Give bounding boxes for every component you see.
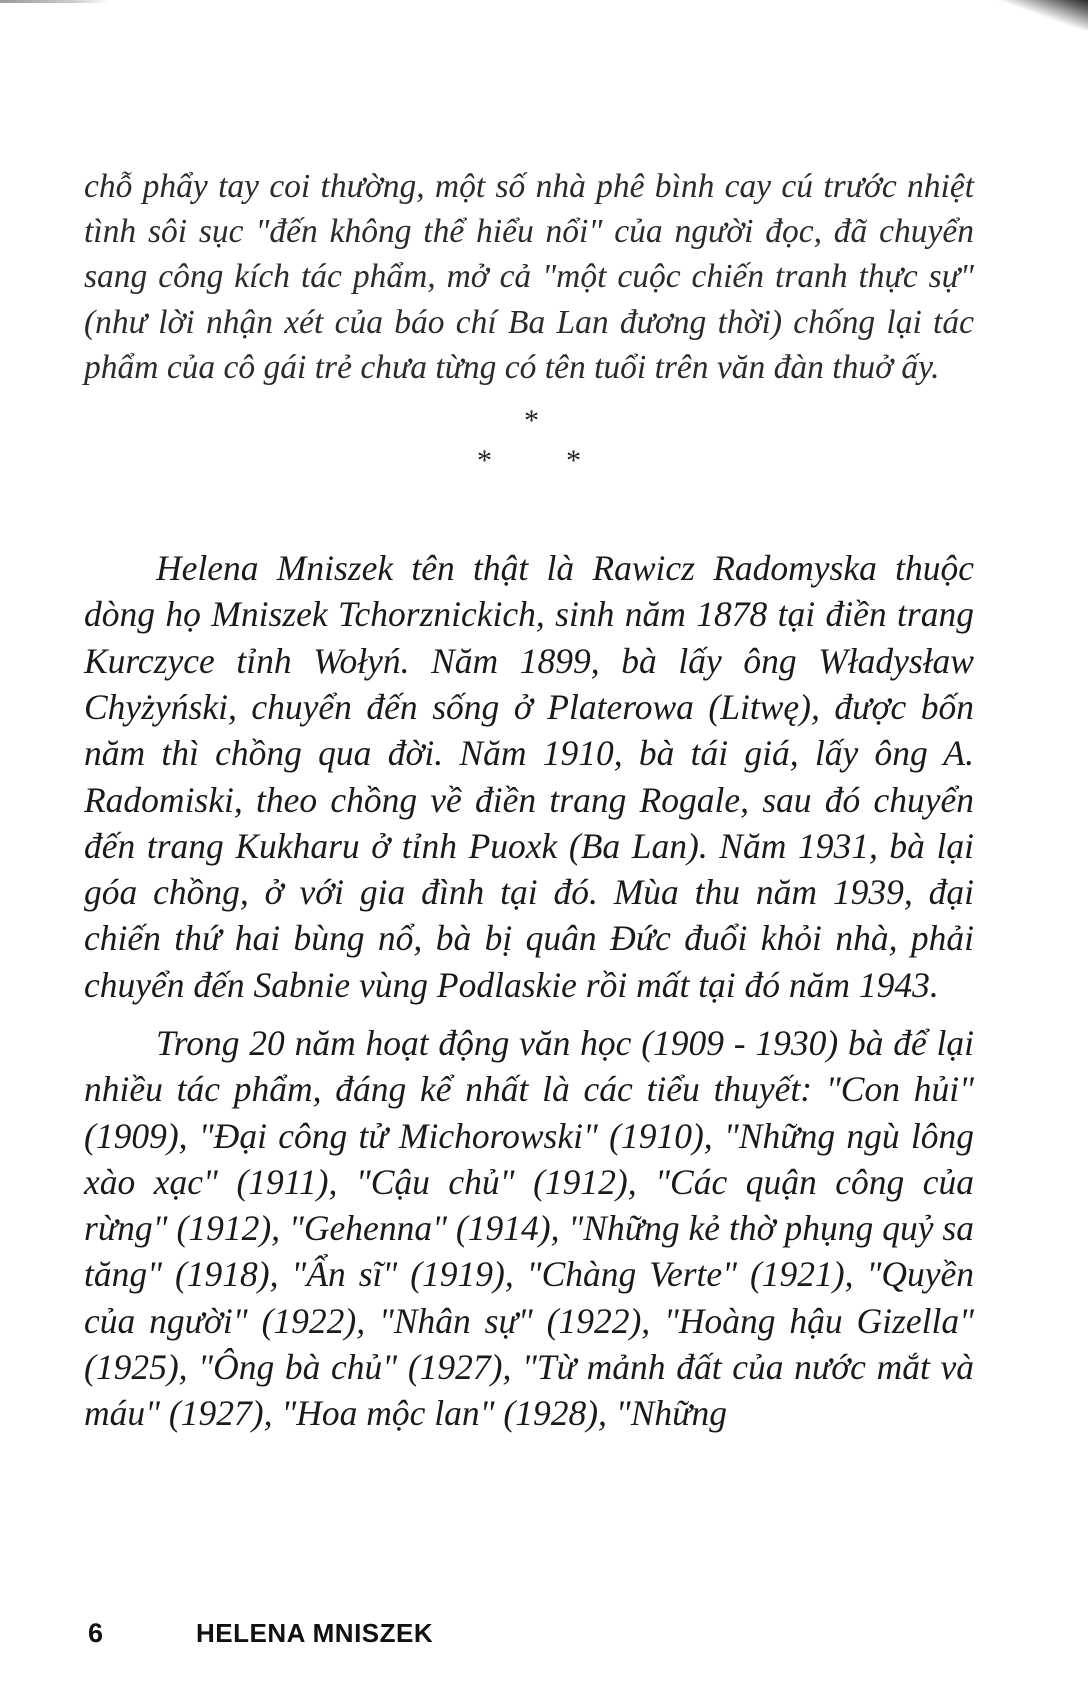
- running-title: HELENA MNISZEK: [196, 1618, 434, 1648]
- section-divider: [84, 400, 974, 545]
- divider-star: *: [566, 444, 581, 478]
- page-body: [84, 164, 974, 1437]
- page-number: 6: [88, 1618, 104, 1648]
- scan-edge-shadow-left: [0, 0, 110, 3]
- paragraph-continued: chỗ phẩy tay coi thường, một số nhà phê bình cay cú trước nhiệt tình sôi sục "đến không thể hiểu nổi" của người đọc, đã chuyển sang công kích tác phẩm, mở cả "một cuộc chiến tranh thực sự" (như lời nhận xét của báo chí Ba Lan đương thời) chống lại tác phẩm của cô gái trẻ chưa từng có tên tuổi trên văn đàn thuở ấy.: [84, 168, 974, 386]
- page-footer: [88, 1618, 433, 1649]
- divider-star: *: [477, 444, 492, 478]
- paragraph-works: Trong 20 năm hoạt động văn học (1909 - 1930) bà để lại nhiều tác phẩm, đáng kể nhất là các tiểu thuyết: "Con hủi" (1909), "Đại công tử Michorowski" (1910), "Những ngù lông xào xạc" (1911), "Cậu chủ" (1912), "Các quận công của rừng" (1912), "Gehenna" (1914), "Những kẻ thờ phụng quỷ sa tăng" (1918), "Ẩn sĩ" (1919), "Chàng Verte" (1921), "Quyền của người" (1922), "Nhân sự" (1922), "Hoàng hậu Gizella" (1925), "Ông bà chủ" (1927), "Từ mảnh đất của nước mắt và máu" (1927), "Hoa mộc lan" (1928), "Những: [84, 1022, 974, 1434]
- scan-edge-shadow-right: [968, 0, 1088, 30]
- paragraph-gap: [84, 1008, 974, 1020]
- paragraph-biography: Helena Mniszek tên thật là Rawicz Radomyska thuộc dòng họ Mniszek Tchorznickich, sinh năm 1878 tại điền trang Kurczyce tỉnh Wołyń. Năm 1899, bà lấy ông Władysław Chyżyński, chuyển đến sống ở Platerowa (Litwę), được bốn năm thì chồng qua đời. Năm 1910, bà tái giá, lấy ông A. Radomiski, theo chồng về điền trang Rogale, sau đó chuyển đến trang Kukharu ở tỉnh Puoxk (Ba Lan). Năm 1931, bà lại góa chồng, ở với gia đình tại đó. Mùa thu năm 1939, đại chiến thứ hai bùng nổ, bà bị quân Đức đuổi khỏi nhà, phải chuyển đến Sabnie vùng Podlaskie rồi mất tại đó năm 1943.: [84, 548, 974, 1005]
- divider-star: *: [524, 404, 539, 438]
